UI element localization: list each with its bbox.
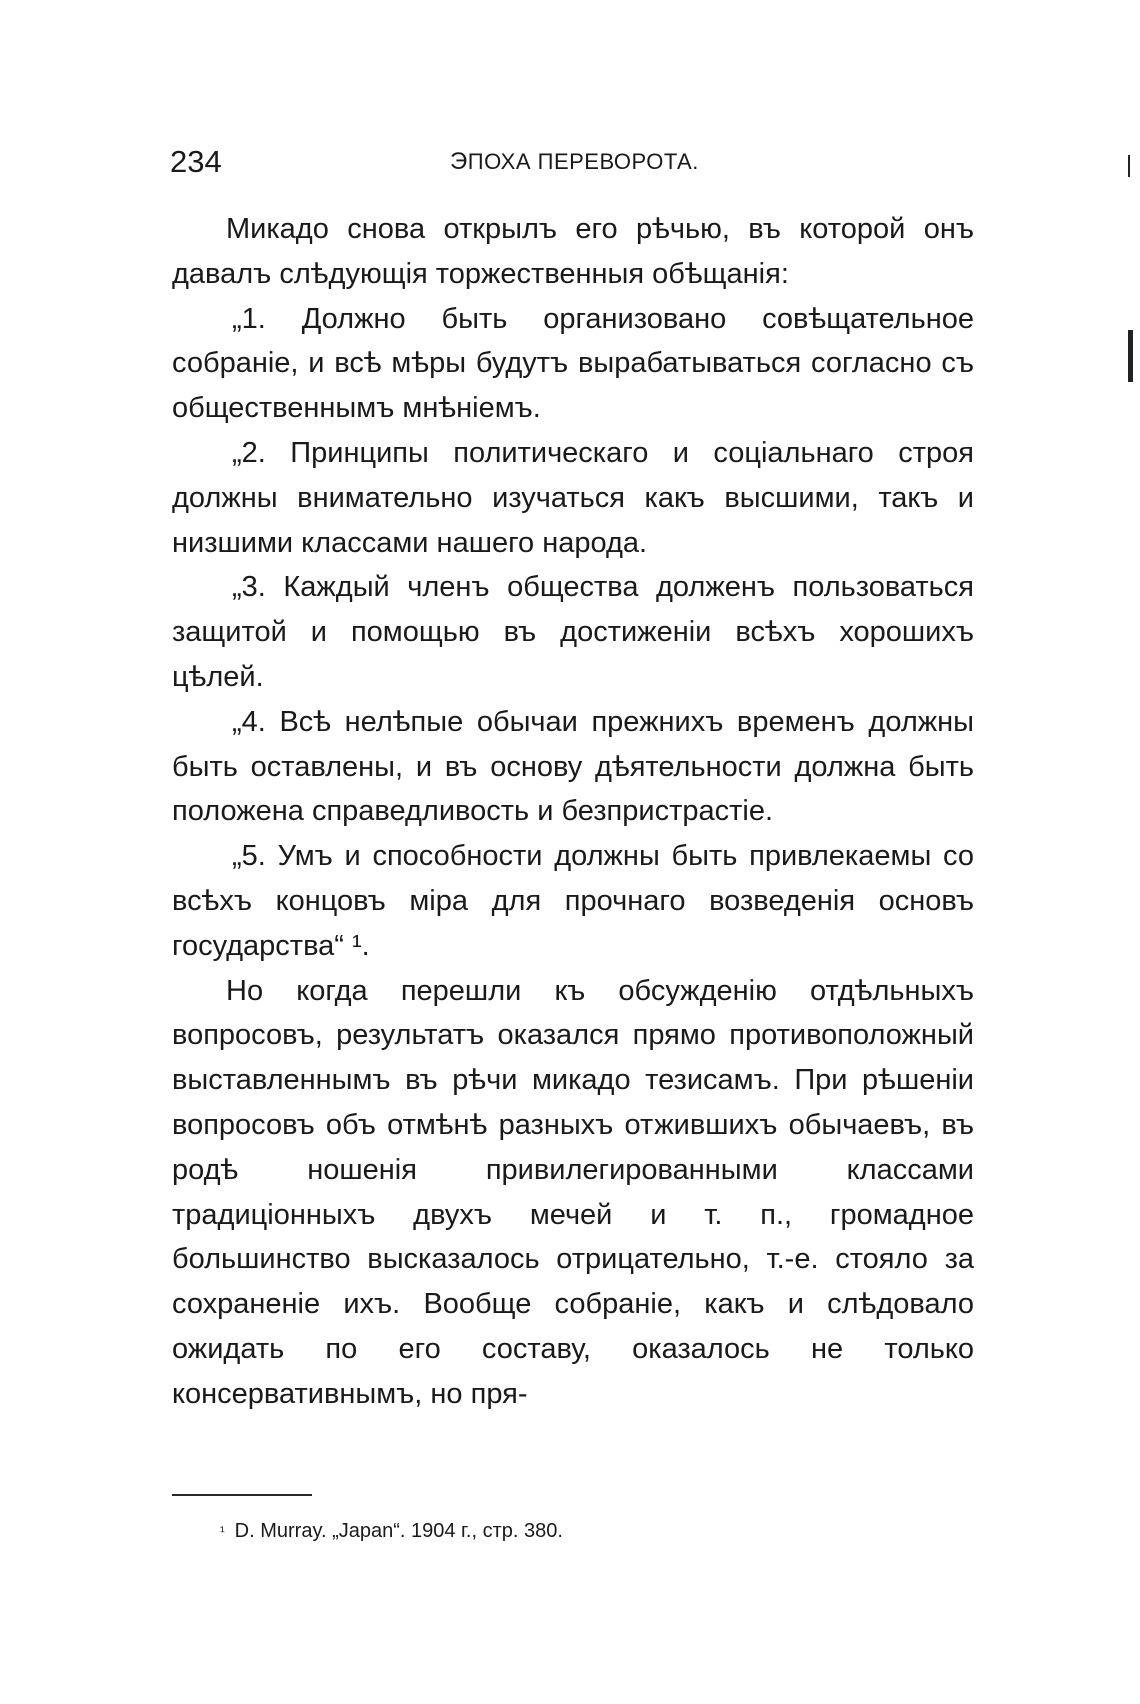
paragraph-intro: Микадо снова открылъ его рѣчью, въ которой онъ давалъ слѣдующія торжественныя обѣщанія: bbox=[172, 213, 974, 290]
promise-item-1: „1. Должно быть организовано совѣщательное собраніе, и всѣ мѣры будутъ вырабатываться согласно съ общественнымъ мнѣніемъ. bbox=[172, 302, 974, 425]
footnote-mark: ¹ bbox=[220, 1523, 225, 1539]
running-title bbox=[450, 144, 699, 180]
footnote bbox=[220, 1516, 563, 1546]
promise-item-5: „5. Умъ и способности должны быть привлекаемы со всѣхъ концовъ міра для прочнаго возведенія основъ государства“ ¹. bbox=[172, 840, 974, 962]
scan-edge-tick bbox=[1128, 155, 1130, 177]
footnote-divider bbox=[172, 1494, 312, 1496]
paragraph-discussion: Но когда перешли къ обсужденію отдѣльныхъ вопросовъ, результатъ оказался прямо противоположный выставленнымъ въ рѣчи микадо тезисамъ. При рѣшеніи вопросовъ объ отмѣнѣ разныхъ отжившихъ обычаевъ, въ родѣ ношенія привилегированными классами традиціонныхъ двухъ мечей и т. п., громадное большинство высказалось отрицательно, т.-е. стояло за сохраненіе ихъ. Вообще собраніе, какъ и слѣдовало ожидать по его составу, оказалось не только консервативнымъ, но пря- bbox=[172, 974, 974, 1410]
running-head bbox=[170, 138, 975, 188]
running-title-initial: Э bbox=[450, 148, 468, 175]
promise-item-2: „2. Принципы политическаго и соціальнаго строя должны внимательно изучаться какъ высшими, такъ и низшими классами нашего народа. bbox=[172, 436, 974, 559]
running-title-rest: ПОХА ПЕРЕВОРОТА. bbox=[467, 149, 699, 174]
page-number: 234 bbox=[170, 144, 222, 179]
body-text bbox=[172, 207, 974, 1417]
promise-item-4: „4. Всѣ нелѣпые обычаи прежнихъ временъ должны быть оставлены, и въ основу дѣятельности должна быть положена справедливость и безпристрастіе. bbox=[172, 705, 974, 828]
scan-edge-mark bbox=[1128, 330, 1133, 382]
promise-item-3: „3. Каждый членъ общества долженъ пользоваться защитой и помощью въ достиженіи всѣхъ хорошихъ цѣлей. bbox=[172, 571, 974, 693]
footnote-text: D. Murray. „Japan“. 1904 г., стр. 380. bbox=[234, 1520, 563, 1542]
